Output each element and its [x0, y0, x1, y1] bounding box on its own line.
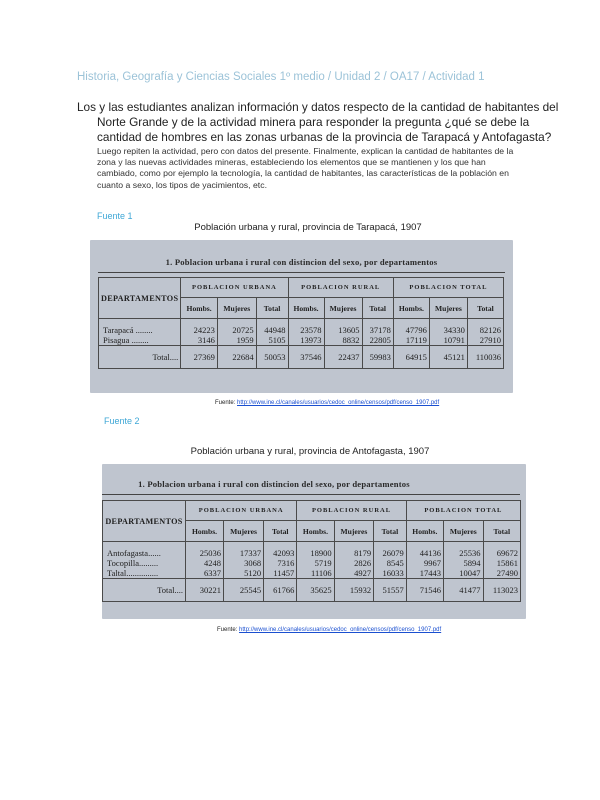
census-pdf-link[interactable]: http://www.ine.cl/canales/usuarios/cedoc_online/censos/pdf/censo_1907.pdf	[239, 627, 442, 633]
cell-value: 41477	[444, 579, 484, 602]
sub-header: Total	[362, 298, 393, 319]
cell-value: 20725	[232, 325, 254, 335]
cell-value: 5105	[268, 335, 286, 345]
source-2-citation	[217, 627, 441, 633]
sub-header: Mujeres	[444, 521, 484, 542]
cell-value: 64915	[393, 346, 429, 369]
sub-header: Hombs.	[406, 521, 443, 542]
intro-paragraph: Los y las estudiantes analizan información y datos respecto de la cantidad de habitantes del Norte Grande y de la actividad minera para responder la pregunta ¿qué se debe la cantidad de hombres en las zonas urbanas de la provincia de Tarapacá y Antofagasta?	[77, 100, 559, 144]
cell-value: 9967	[424, 558, 442, 568]
cell-value: 8545	[386, 558, 404, 568]
cell-value: 11457	[273, 568, 295, 578]
citation-prefix: Fuente:	[217, 627, 238, 633]
group-header-total: POBLACION TOTAL	[406, 501, 520, 521]
group-header-total: POBLACION TOTAL	[393, 278, 503, 298]
cell-value: 22684	[217, 346, 256, 369]
cell-value: 69672	[496, 548, 518, 558]
source-2-census-scan	[102, 464, 526, 619]
table-total-row	[99, 346, 504, 369]
cell-value: 18900	[310, 548, 332, 558]
cell-value: 61766	[264, 579, 297, 602]
sub-header: Total	[374, 521, 407, 542]
cell-value: 35625	[297, 579, 334, 602]
cell-value: 5719	[314, 558, 332, 568]
citation-prefix: Fuente:	[215, 400, 236, 406]
instructions-paragraph: Luego repiten la actividad, pero con datos del presente. Finalmente, explican la cantidad de habitantes de la zona y las nuevas actividades mineras, estableciendo los elementos que se mantienen y los que han cambiado, como por ejemplo la tecnología, la cantidad de habitantes, las características de la población en cuanto a sexo, los tipos de yacimientos, etc.	[97, 146, 514, 190]
source-2-caption: Población urbana y rural, provincia de Antofagasta, 1907	[190, 446, 430, 457]
cell-value: 17443	[419, 568, 442, 578]
group-header-rural: POBLACION RURAL	[297, 501, 406, 521]
sub-header: Hombs.	[181, 298, 218, 319]
dept-name: Tocopilla.........	[107, 558, 159, 568]
cell-value: 45121	[429, 346, 467, 369]
group-header-urban: POBLACION URBANA	[186, 501, 297, 521]
dept-name: Antofagasta......	[107, 548, 161, 558]
cell-value: 8179	[354, 548, 372, 558]
sub-header: Hombs.	[297, 521, 334, 542]
cell-value: 17119	[405, 335, 427, 345]
cell-value: 13605	[338, 325, 360, 335]
sub-header: Total	[256, 298, 288, 319]
cell-value: 6337	[203, 568, 221, 578]
source-2-label: Fuente 2	[104, 416, 140, 426]
sub-header: Hombs.	[186, 521, 224, 542]
sub-header: Total	[467, 298, 503, 319]
cell-value: 3068	[244, 558, 262, 568]
cell-value: 42093	[273, 548, 295, 558]
cell-value: 47796	[405, 325, 427, 335]
source-1-rule	[98, 272, 505, 273]
sub-header: Hombs.	[288, 298, 324, 319]
cell-value: 44136	[419, 548, 442, 558]
sub-header: Mujeres	[334, 521, 374, 542]
cell-value: 27369	[181, 346, 218, 369]
source-2-rule	[102, 494, 520, 495]
cell-value: 37178	[369, 325, 391, 335]
source-2-scan-title: 1. Poblacion urbana i rural con distincion del sexo, por departamentos	[138, 479, 410, 489]
cell-value: 27910	[479, 335, 501, 345]
dept-name: Pisagua ........	[103, 335, 149, 345]
cell-value: 34330	[443, 325, 465, 335]
cell-value: 5894	[463, 558, 481, 568]
table-row	[99, 319, 504, 346]
cell-value: 51557	[374, 579, 407, 602]
sub-header: Mujeres	[429, 298, 467, 319]
cell-value: 1959	[236, 335, 254, 345]
cell-value: 10047	[459, 568, 481, 578]
source-2-table	[102, 500, 521, 602]
dept-header: DEPARTAMENTOS	[99, 278, 181, 319]
sub-header: Mujeres	[223, 521, 263, 542]
cell-value: 17337	[239, 548, 262, 558]
census-pdf-link[interactable]: http://www.ine.cl/canales/usuarios/cedoc_online/censos/pdf/censo_1907.pdf	[237, 400, 440, 406]
sub-header: Mujeres	[324, 298, 362, 319]
source-1-scan-title: 1. Poblacion urbana i rural con distincion del sexo, por departamentos	[165, 257, 438, 267]
cell-value: 50053	[256, 346, 288, 369]
cell-value: 44948	[264, 325, 286, 335]
dept-name: Tarapacá ........	[103, 325, 153, 335]
sub-header: Hombs.	[393, 298, 429, 319]
sub-header: Total	[264, 521, 297, 542]
source-1-citation	[215, 400, 439, 406]
group-header-rural: POBLACION RURAL	[288, 278, 393, 298]
cell-value: 110036	[467, 346, 503, 369]
dept-header: DEPARTAMENTOS	[103, 501, 186, 542]
cell-value: 30221	[186, 579, 224, 602]
cell-value: 13973	[300, 335, 322, 345]
cell-value: 4927	[354, 568, 372, 578]
cell-value: 82126	[479, 325, 501, 335]
cell-value: 3146	[197, 335, 215, 345]
cell-value: 4248	[203, 558, 221, 568]
cell-value: 22805	[369, 335, 391, 345]
cell-value: 16033	[382, 568, 404, 578]
group-header-urban: POBLACION URBANA	[181, 278, 288, 298]
sub-header: Mujeres	[217, 298, 256, 319]
cell-value: 5120	[244, 568, 262, 578]
source-1-label: Fuente 1	[97, 211, 133, 221]
source-1-table	[98, 277, 504, 369]
source-1-census-scan	[90, 240, 513, 393]
total-label: Total....	[103, 579, 186, 602]
cell-value: 27490	[496, 568, 518, 578]
dept-name: Taltal...............	[107, 568, 159, 578]
cell-value: 26079	[382, 548, 404, 558]
cell-value: 37546	[288, 346, 324, 369]
cell-value: 113023	[483, 579, 520, 602]
cell-value: 10791	[443, 335, 465, 345]
sub-header: Total	[483, 521, 520, 542]
cell-value: 24223	[193, 325, 215, 335]
source-1-caption: Población urbana y rural, provincia de Tarapacá, 1907	[194, 222, 422, 233]
total-label: Total....	[99, 346, 181, 369]
cell-value: 11106	[311, 568, 332, 578]
cell-value: 15932	[334, 579, 374, 602]
activity-header: Historia, Geografía y Ciencias Sociales 1º medio / Unidad 2 / OA17 / Actividad 1	[77, 71, 485, 83]
table-row	[103, 542, 521, 579]
cell-value: 25536	[459, 548, 481, 558]
cell-value: 25036	[199, 548, 221, 558]
cell-value: 25545	[223, 579, 263, 602]
cell-value: 71546	[406, 579, 443, 602]
cell-value: 8832	[342, 335, 360, 345]
cell-value: 2826	[354, 558, 372, 568]
cell-value: 23578	[300, 325, 322, 335]
cell-value: 59983	[362, 346, 393, 369]
cell-value: 7316	[277, 558, 295, 568]
table-total-row	[103, 579, 521, 602]
cell-value: 22437	[324, 346, 362, 369]
cell-value: 15861	[496, 558, 518, 568]
